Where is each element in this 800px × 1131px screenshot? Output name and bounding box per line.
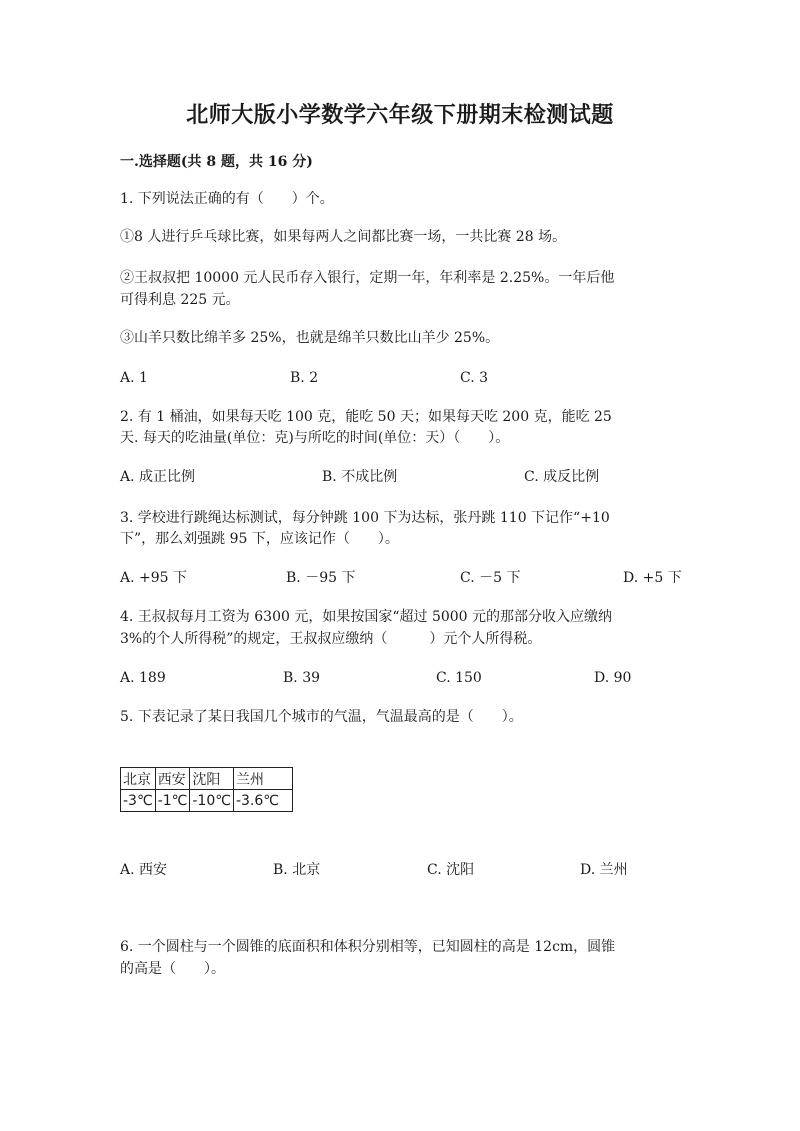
statement-2-line-2: 可得利息 225 元。: [120, 292, 240, 308]
question-stem-line-1: 3. 学校进行跳绳达标测试，每分钟跳 100 下为达标，张丹跳 110 下记作“+10: [120, 510, 610, 526]
question-stem-line-2: 天. 每天的吃油量(单位：克)与所吃的时间(单位：天）（ ）。: [120, 430, 510, 446]
table-row: [121, 768, 293, 790]
question-stem-line-1: 4. 王叔叔每月工资为 6300 元，如果按国家“超过 5000 元的那部分收入应缴纳: [120, 609, 613, 625]
table-cell: -3℃: [121, 790, 156, 812]
question-stem-line-1: 2. 有 1 桶油，如果每天吃 100 克，能吃 50 天；如果每天吃 200 克，能吃 25: [120, 409, 612, 425]
option-c: C. 沈阳: [427, 862, 475, 878]
option-b: B. －95 下: [286, 570, 356, 586]
option-c: C. 150: [436, 670, 482, 686]
option-b: B. 2: [290, 370, 319, 386]
statement-1: ①8 人进行乒乓球比赛，如果每两人之间都比赛一场，一共比赛 28 场。: [120, 229, 567, 245]
option-b: B. 39: [283, 670, 321, 686]
option-a: A. 1: [120, 370, 148, 386]
statement-3: ③山羊只数比绵羊多 25%，也就是绵羊只数比山羊少 25%。: [120, 330, 500, 346]
question-stem: 5. 下表记录了某日我国几个城市的气温，气温最高的是（ ）。: [120, 709, 523, 725]
option-a: A. +95 下: [120, 570, 188, 586]
statement-2-line-1: ②王叔叔把 10000 元人民币存入银行，定期一年，年利率是 2.25%。一年后他: [120, 270, 615, 286]
table-cell: -3.6℃: [233, 790, 292, 812]
option-c: C. 成反比例: [524, 469, 600, 485]
question-stem-line-2: 下”，那么刘强跳 95 下，应该记作（ ）。: [120, 531, 399, 547]
table-cell: 兰州: [233, 768, 292, 790]
option-c: C. －5 下: [460, 570, 521, 586]
question-stem-line-1: 6. 一个圆柱与一个圆锥的底面积和体积分别相等，已知圆柱的高是 12cm，圆锥: [120, 939, 616, 955]
option-a: A. 成正比例: [120, 469, 196, 485]
question-stem: 1. 下列说法正确的有（ ）个。: [120, 191, 334, 207]
table-cell: 北京: [121, 768, 156, 790]
option-c: C. 3: [460, 370, 489, 386]
option-b: B. 北京: [273, 862, 321, 878]
option-d: D. 90: [594, 670, 632, 686]
table-cell: -10℃: [190, 790, 234, 812]
page-title: 北师大版小学数学六年级下册期末检测试题: [186, 102, 614, 128]
option-d: D. 兰州: [580, 862, 628, 878]
table-row: [121, 790, 293, 812]
table-cell: -1℃: [155, 790, 190, 812]
section-header: 一.选择题(共 8 题，共 16 分): [120, 154, 313, 170]
option-a: A. 189: [120, 670, 166, 686]
temperature-table: [120, 767, 293, 812]
table-cell: 西安: [155, 768, 190, 790]
option-a: A. 西安: [120, 862, 168, 878]
question-stem-line-2: 3%的个人所得税”的规定，王叔叔应缴纳（ ）元个人所得税。: [120, 631, 542, 647]
option-b: B. 不成比例: [322, 469, 398, 485]
option-d: D. +5 下: [623, 570, 682, 586]
table-cell: 沈阳: [190, 768, 234, 790]
question-stem-line-2: 的高是（ ）。: [120, 961, 225, 977]
